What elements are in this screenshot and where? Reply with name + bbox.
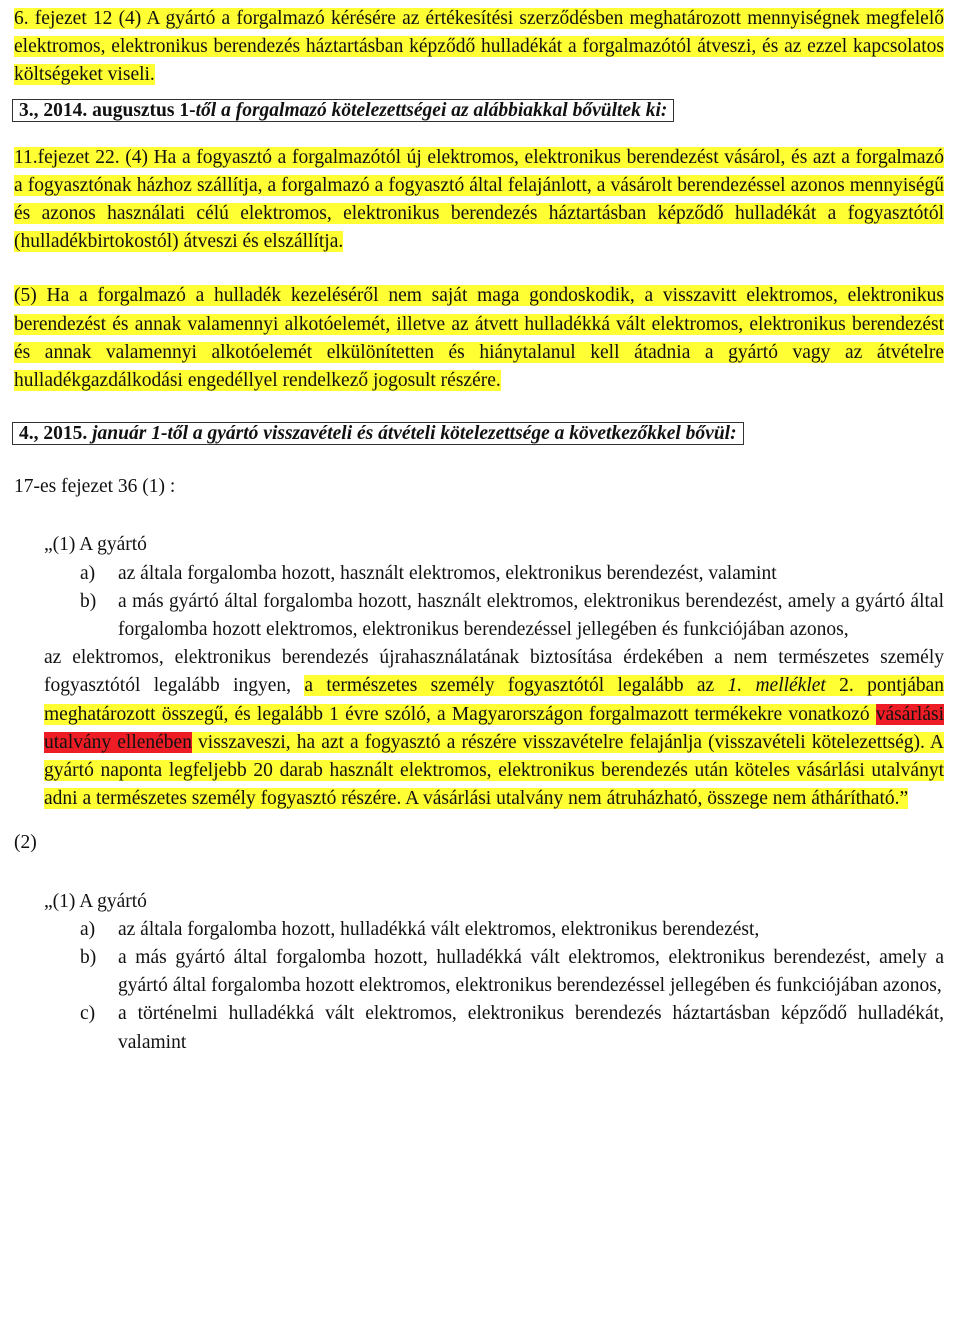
boxed-heading: 4., 2015. január 1-től a gyártó visszavételi és átvételi kötelezettsége a következőkkel bővül: (12, 422, 744, 445)
quote-intro: „(1) A gyártó (44, 890, 147, 912)
paragraph-label: (2) (14, 832, 37, 854)
annex-reference: 1. melléklet (727, 675, 826, 697)
list-item (80, 588, 944, 644)
list-item (80, 560, 944, 588)
heading-box-2015 (14, 419, 944, 449)
boxed-heading-italic: január 1-től a gyártó visszavételi és átvételi kötelezettsége a következőkkel bővül: (92, 423, 737, 445)
highlighted-text: visszaveszi, ha azt a fogyasztó a részére visszavételre felajánlja (visszavételi kötelezettség). A gyártó naponta legfeljebb 20 darab használt elektromos, elektronikus berendezés után köteles vásárlási utalványt adni a természetes személy fogyasztó részére. A vásárlási utalvány nem átruházható, összege nem áthárítható.” (44, 731, 944, 810)
boxed-heading: 3., 2014. augusztus 1-től a forgalmazó kötelezettségei az alábbiakkal bővültek ki: (12, 99, 674, 122)
list-item-label: b) (80, 947, 97, 969)
list-item-text: az általa forgalomba hozott, használt elektromos, elektronikus berendezést, valamint (118, 562, 777, 584)
paragraph-5 (14, 282, 944, 395)
heading-box-2014 (14, 96, 944, 126)
paragraph-11-fejezet (14, 144, 944, 257)
quote-body: az elektromos, elektronikus berendezés újrahasználatának biztosítása érdekében a nem természetes személy fogyasztótól legalább ingyen, a természetes személy fogyasztótól legalább az 1. melléklet 2. pontjában meghatározott összegű, és legalább 1 évre szóló, a Magyarországon forgalmazott termékekre vonatkozó vásárlási utalvány ellenében visszaveszi, ha azt a fogyasztó a részére visszavételre felajánlja (visszavételi kötelezettség). A gyártó naponta legfeljebb 20 darab használt elektromos, elektronikus berendezés után köteles vásárlási utalványt adni a természetes személy fogyasztó részére. A vásárlási utalvány nem átruházható, összege nem áthárítható.” (44, 647, 944, 810)
list-item (80, 944, 944, 1000)
list-item-label: b) (80, 590, 97, 612)
highlighted-text: a természetes személy fogyasztótól legalább az 1. melléklet 2. pontjában meghatározott összegű, és legalább 1 évre szóló, a Magyarországon forgalmazott termékekre vonatkozó (44, 675, 944, 725)
list-item-label: c) (80, 1003, 96, 1025)
list-item (80, 1000, 944, 1056)
list-item-text: a más gyártó által forgalomba hozott, használt elektromos, elektronikus berendezést, amely a gyártó által forgalomba hozott elektromos, elektronikus berendezéssel jellegében és funkciójában azonos, (118, 590, 944, 641)
red-highlighted-text: vásárlási utalvány ellenében (44, 703, 944, 753)
list-item-label: a) (80, 562, 96, 584)
list-item-text: a történelmi hulladékká vált elektromos, elektronikus berendezés háztartásban képződő hulladékát, valamint (118, 1003, 944, 1053)
list-item-label: a) (80, 918, 96, 940)
list-item-text: a más gyártó által forgalomba hozott, hulladékká vált elektromos, elektronikus berendezést, amely a gyártó által forgalomba hozott elektromos, elektronikus berendezéssel jellegében és funkciójában azonos, (118, 947, 944, 997)
quote-intro: „(1) A gyártó (44, 534, 147, 556)
section-reference: 17-es fejezet 36 (1) : (14, 476, 176, 498)
document (14, 5, 944, 1057)
boxed-heading-italic: től a forgalmazó kötelezettségei az alábbiakkal bővültek ki: (195, 99, 668, 121)
paragraph-6-fejezet (14, 5, 944, 90)
highlighted-text: 6. fejezet 12 (4) A gyártó a forgalmazó kérésére az értékesítési szerződésben meghatározott mennyiségnek megfelelő elektromos, elektronikus berendezés háztartásban képződő hulladékát a forgalmazótól átveszi, és az ezzel kapcsolatos költségeket viseli. (14, 8, 944, 86)
list-item (80, 916, 944, 944)
list-item-text: az általa forgalomba hozott, hulladékká vált elektromos, elektronikus berendezést, (118, 918, 760, 940)
highlighted-text: 11.fejezet 22. (4) Ha a fogyasztó a forgalmazótól új elektromos, elektronikus berendezést vásárol, és azt a forgalmazó a fogyasztónak házhoz szállítja, a forgalmazó a fogyasztó által felajánlott, a vásárolt berendezéssel azonos mennyiségű és azonos használati célú elektromos, elektronikus berendezés háztartásban képződő hulladékát a fogyasztótól (hulladékbirtokostól) átveszi és elszállítja. (14, 146, 944, 253)
highlighted-text: (5) Ha a forgalmazó a hulladék kezeléséről nem saját maga gondoskodik, a visszavitt elektromos, elektronikus berendezést és annak valamennyi alkotóelemét, illetve az átvett hulladékká vált elektromos, elektronikus berendezést és annak valamennyi alkotóelemét elkülönítetten és hiánytalanul kell átadnia a gyártó vagy az átvételre hulladékgazdálkodási engedéllyel rendelkező jogosult részére. (14, 285, 944, 392)
